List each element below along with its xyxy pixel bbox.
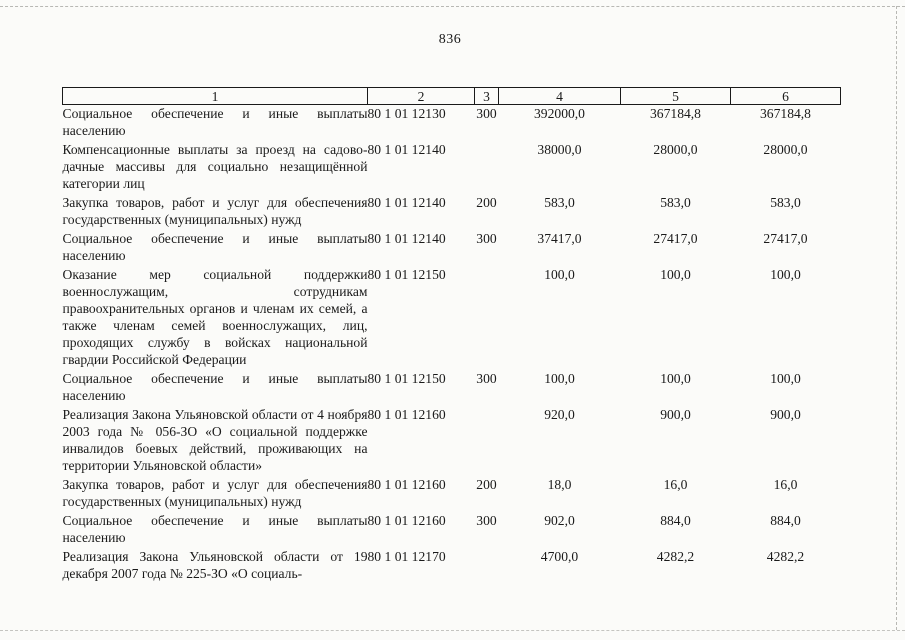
scan-border-top xyxy=(0,6,905,7)
row-expense-type xyxy=(475,406,499,476)
row-value-col4: 100,0 xyxy=(544,371,575,386)
row-value-col5: 884,0 xyxy=(660,513,691,528)
row-code: 80 1 01 12150 xyxy=(367,267,446,282)
column-number-row xyxy=(63,88,841,105)
budget-table xyxy=(62,87,841,584)
column-header: 1 xyxy=(63,88,368,105)
row-description: Реализация Закона Ульяновской области от 19 декабря 2007 года № 225-ЗО «О социаль- xyxy=(62,549,368,581)
table-row xyxy=(63,266,841,370)
row-description: Социальное обеспечение и иные выплаты населению xyxy=(62,231,368,263)
table-row xyxy=(63,548,841,584)
row-value-col4: 18,0 xyxy=(547,477,572,492)
table-row xyxy=(63,141,841,194)
row-code: 80 1 01 12160 xyxy=(367,513,446,528)
row-code: 80 1 01 12150 xyxy=(367,371,446,386)
row-value-col4: 920,0 xyxy=(544,407,575,422)
scan-border-right xyxy=(896,6,897,630)
row-value-col6: 100,0 xyxy=(770,371,801,386)
row-description: Компенсационные выплаты за проезд на садово-дачные массивы для социально незащищённой категории лиц xyxy=(62,142,368,191)
table-row xyxy=(63,512,841,548)
row-expense-type: 300 xyxy=(476,106,497,121)
column-header: 2 xyxy=(368,88,475,105)
table-row xyxy=(63,105,841,142)
row-value-col6: 16,0 xyxy=(773,477,798,492)
page-number: 836 xyxy=(438,32,462,47)
row-expense-type: 300 xyxy=(476,513,497,528)
row-description: Закупка товаров, работ и услуг для обеспечения государственных (муниципальных) нужд xyxy=(62,195,368,227)
row-value-col5: 16,0 xyxy=(663,477,688,492)
row-value-col6: 28000,0 xyxy=(763,142,808,157)
column-header: 4 xyxy=(499,88,621,105)
row-expense-type xyxy=(475,141,499,194)
row-expense-type: 200 xyxy=(476,195,497,210)
row-value-col5: 583,0 xyxy=(660,195,691,210)
row-description: Оказание мер социальной поддержки военнослужащим, сотрудникам правоохранительных органов и членам их семей, а также членам семей военнослужащих, лиц, проходящих службу в войсках национальной гвардии Российской Федерации xyxy=(62,267,368,367)
column-header: 5 xyxy=(621,88,731,105)
row-value-col4: 902,0 xyxy=(544,513,575,528)
row-value-col6: 900,0 xyxy=(770,407,801,422)
row-expense-type: 200 xyxy=(476,477,497,492)
row-code: 80 1 01 12130 xyxy=(367,106,446,121)
column-header: 3 xyxy=(475,88,499,105)
row-code: 80 1 01 12140 xyxy=(367,142,446,157)
row-value-col6: 367184,8 xyxy=(760,106,811,121)
table-row xyxy=(63,194,841,230)
row-description: Социальное обеспечение и иные выплаты населению xyxy=(62,371,368,403)
row-value-col5: 367184,8 xyxy=(650,106,701,121)
row-code: 80 1 01 12170 xyxy=(367,549,446,564)
row-value-col6: 583,0 xyxy=(770,195,801,210)
row-value-col5: 4282,2 xyxy=(656,549,695,564)
row-value-col6: 884,0 xyxy=(770,513,801,528)
row-description: Закупка товаров, работ и услуг для обеспечения государственных (муниципальных) нужд xyxy=(62,477,368,509)
table-row xyxy=(63,476,841,512)
row-value-col5: 900,0 xyxy=(660,407,691,422)
row-value-col6: 100,0 xyxy=(770,267,801,282)
row-value-col4: 392000,0 xyxy=(534,106,585,121)
row-value-col6: 4282,2 xyxy=(766,549,805,564)
row-expense-type xyxy=(475,266,499,370)
table-row xyxy=(63,406,841,476)
row-expense-type xyxy=(475,548,499,584)
row-value-col4: 37417,0 xyxy=(537,231,582,246)
column-header: 6 xyxy=(731,88,841,105)
row-code: 80 1 01 12140 xyxy=(367,195,446,210)
row-value-col6: 27417,0 xyxy=(763,231,808,246)
row-code: 80 1 01 12160 xyxy=(367,477,446,492)
row-code: 80 1 01 12160 xyxy=(367,407,446,422)
table-row xyxy=(63,370,841,406)
row-value-col5: 100,0 xyxy=(660,371,691,386)
row-value-col5: 100,0 xyxy=(660,267,691,282)
row-description: Социальное обеспечение и иные выплаты населению xyxy=(62,513,368,545)
row-description: Реализация Закона Ульяновской области от 4 ноября 2003 года № 056-ЗО «О социальной поддержке инвалидов боевых действий, проживающих на территории Ульяновской области» xyxy=(62,407,368,473)
row-value-col4: 100,0 xyxy=(544,267,575,282)
row-value-col4: 38000,0 xyxy=(537,142,582,157)
row-expense-type: 300 xyxy=(476,371,497,386)
row-value-col5: 27417,0 xyxy=(653,231,698,246)
row-expense-type: 300 xyxy=(476,231,497,246)
row-code: 80 1 01 12140 xyxy=(367,231,446,246)
row-value-col4: 583,0 xyxy=(544,195,575,210)
row-value-col4: 4700,0 xyxy=(540,549,579,564)
scan-border-bottom xyxy=(0,630,905,631)
row-value-col5: 28000,0 xyxy=(653,142,698,157)
row-description: Социальное обеспечение и иные выплаты населению xyxy=(62,106,368,138)
table-row xyxy=(63,230,841,266)
